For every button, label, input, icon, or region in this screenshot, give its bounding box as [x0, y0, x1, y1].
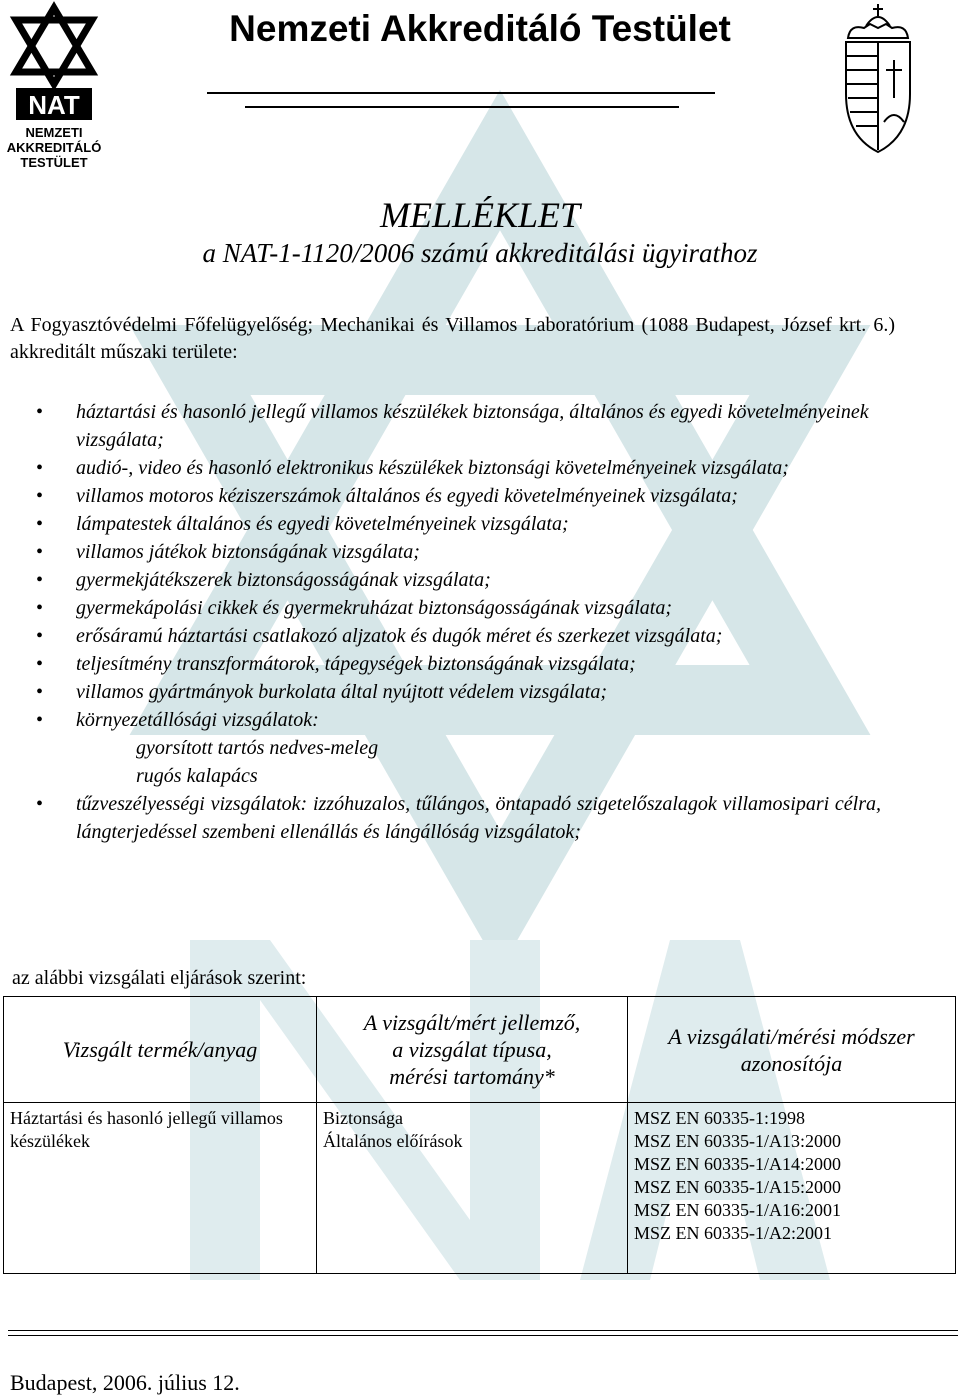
organization-name: Nemzeti Akkreditáló Testület [229, 8, 731, 49]
sub-item: rugós kalapács [136, 765, 258, 787]
bullet-icon: • [36, 709, 44, 731]
list-item: • lámpatestek általános és egyedi követelményeinek vizsgálata; [36, 510, 881, 538]
document-title: MELLÉKLET [379, 195, 581, 235]
list-item: • villamos gyártmányok burkolata által nyújtott védelem vizsgálata; [36, 678, 881, 706]
sub-item: gyorsított tartós nedves-meleg [136, 737, 379, 759]
header-rule [207, 92, 715, 94]
bullet-icon: • [36, 625, 44, 647]
column-header-method: A vizsgálati/mérési módszer azonosítója [628, 997, 956, 1103]
svg-text:NEMZETI: NEMZETI [25, 125, 83, 140]
coat-of-arms-icon [836, 2, 920, 156]
scope-list [36, 398, 881, 846]
bullet-icon: • [36, 401, 44, 423]
bullet-icon: • [36, 793, 44, 815]
bullet-icon: • [36, 513, 44, 535]
list-item: • erősáramú háztartási csatlakozó aljzatok és dugók méret és szerkezet vizsgálata; [36, 622, 881, 650]
list-item: • háztartási és hasonló jellegű villamos készülékek biztonsága, általános és egyedi követelményeinek vizsgálata; [36, 398, 881, 454]
list-item: • teljesítmény transzformátorok, tápegységek biztonságának vizsgálata; [36, 650, 881, 678]
bullet-icon: • [36, 653, 44, 675]
column-header-product: Vizsgált termék/anyag [4, 997, 317, 1103]
cell-characteristic: Biztonsága Általános előírások [317, 1103, 628, 1274]
intro-paragraph: A Fogyasztóvédelmi Főfelügyelőség; Mechanikai és Villamos Laboratórium (1088 Budapest, József krt. 6.) akkreditált műszaki területe: [10, 314, 895, 363]
bullet-icon: • [36, 681, 44, 703]
svg-text:TESTÜLET: TESTÜLET [20, 155, 88, 170]
test-methods-table [3, 996, 956, 1274]
footer-rule [8, 1335, 958, 1336]
cell-product: Háztartási és hasonló jellegű villamos készülékek [4, 1103, 317, 1274]
document-date: Budapest, 2006. július 12. [10, 1370, 240, 1395]
bullet-icon: • [36, 485, 44, 507]
list-item: • gyermekápolási cikkek és gyermekruházat biztonságosságának vizsgálata; [36, 594, 881, 622]
svg-text:NAT: NAT [28, 90, 80, 120]
document-subtitle: a NAT-1-1120/2006 számú akkreditálási ügyirathoz [202, 238, 758, 268]
bullet-icon: • [36, 457, 44, 479]
bullet-icon: • [36, 597, 44, 619]
header-rule [245, 106, 679, 108]
bullet-icon: • [36, 569, 44, 591]
list-item: • villamos játékok biztonságának vizsgálata; [36, 538, 881, 566]
footer-rule [8, 1330, 958, 1331]
list-item: • tűzveszélyességi vizsgálatok: izzóhuzalos, tűlángos, öntapadó szigetelőszalagok villamosipari célra, lángterjedéssel szembeni ellenállás és lángállóság vizsgálatok; [36, 790, 881, 846]
bullet-icon: • [36, 541, 44, 563]
list-item: • gyermekjátékszerek biztonságosságának vizsgálata; [36, 566, 881, 594]
procedures-intro: az alábbi vizsgálati eljárások szerint: [12, 967, 307, 989]
svg-text:AKKREDITÁLÓ: AKKREDITÁLÓ [6, 140, 102, 155]
table-header-row [4, 997, 956, 1103]
nat-logo [6, 4, 102, 174]
list-item: • környezetállósági vizsgálatok: gyorsított tartós nedves-meleg rugós kalapács [36, 706, 881, 790]
table-row [4, 1103, 956, 1274]
list-item: • audió-, video és hasonló elektronikus készülékek biztonsági követelményeinek vizsgálata; [36, 454, 881, 482]
list-item: • villamos motoros kéziszerszámok általános és egyedi követelményeinek vizsgálata; [36, 482, 881, 510]
column-header-characteristic: A vizsgált/mért jellemző, a vizsgálat típusa, mérési tartomány* [317, 997, 628, 1103]
cell-methods: MSZ EN 60335-1:1998 MSZ EN 60335-1/A13:2000 MSZ EN 60335-1/A14:2000 MSZ EN 60335-1/A15:2000 MSZ EN 60335-1/A16:2001 MSZ EN 60335-1/A2:2001 [628, 1103, 956, 1274]
